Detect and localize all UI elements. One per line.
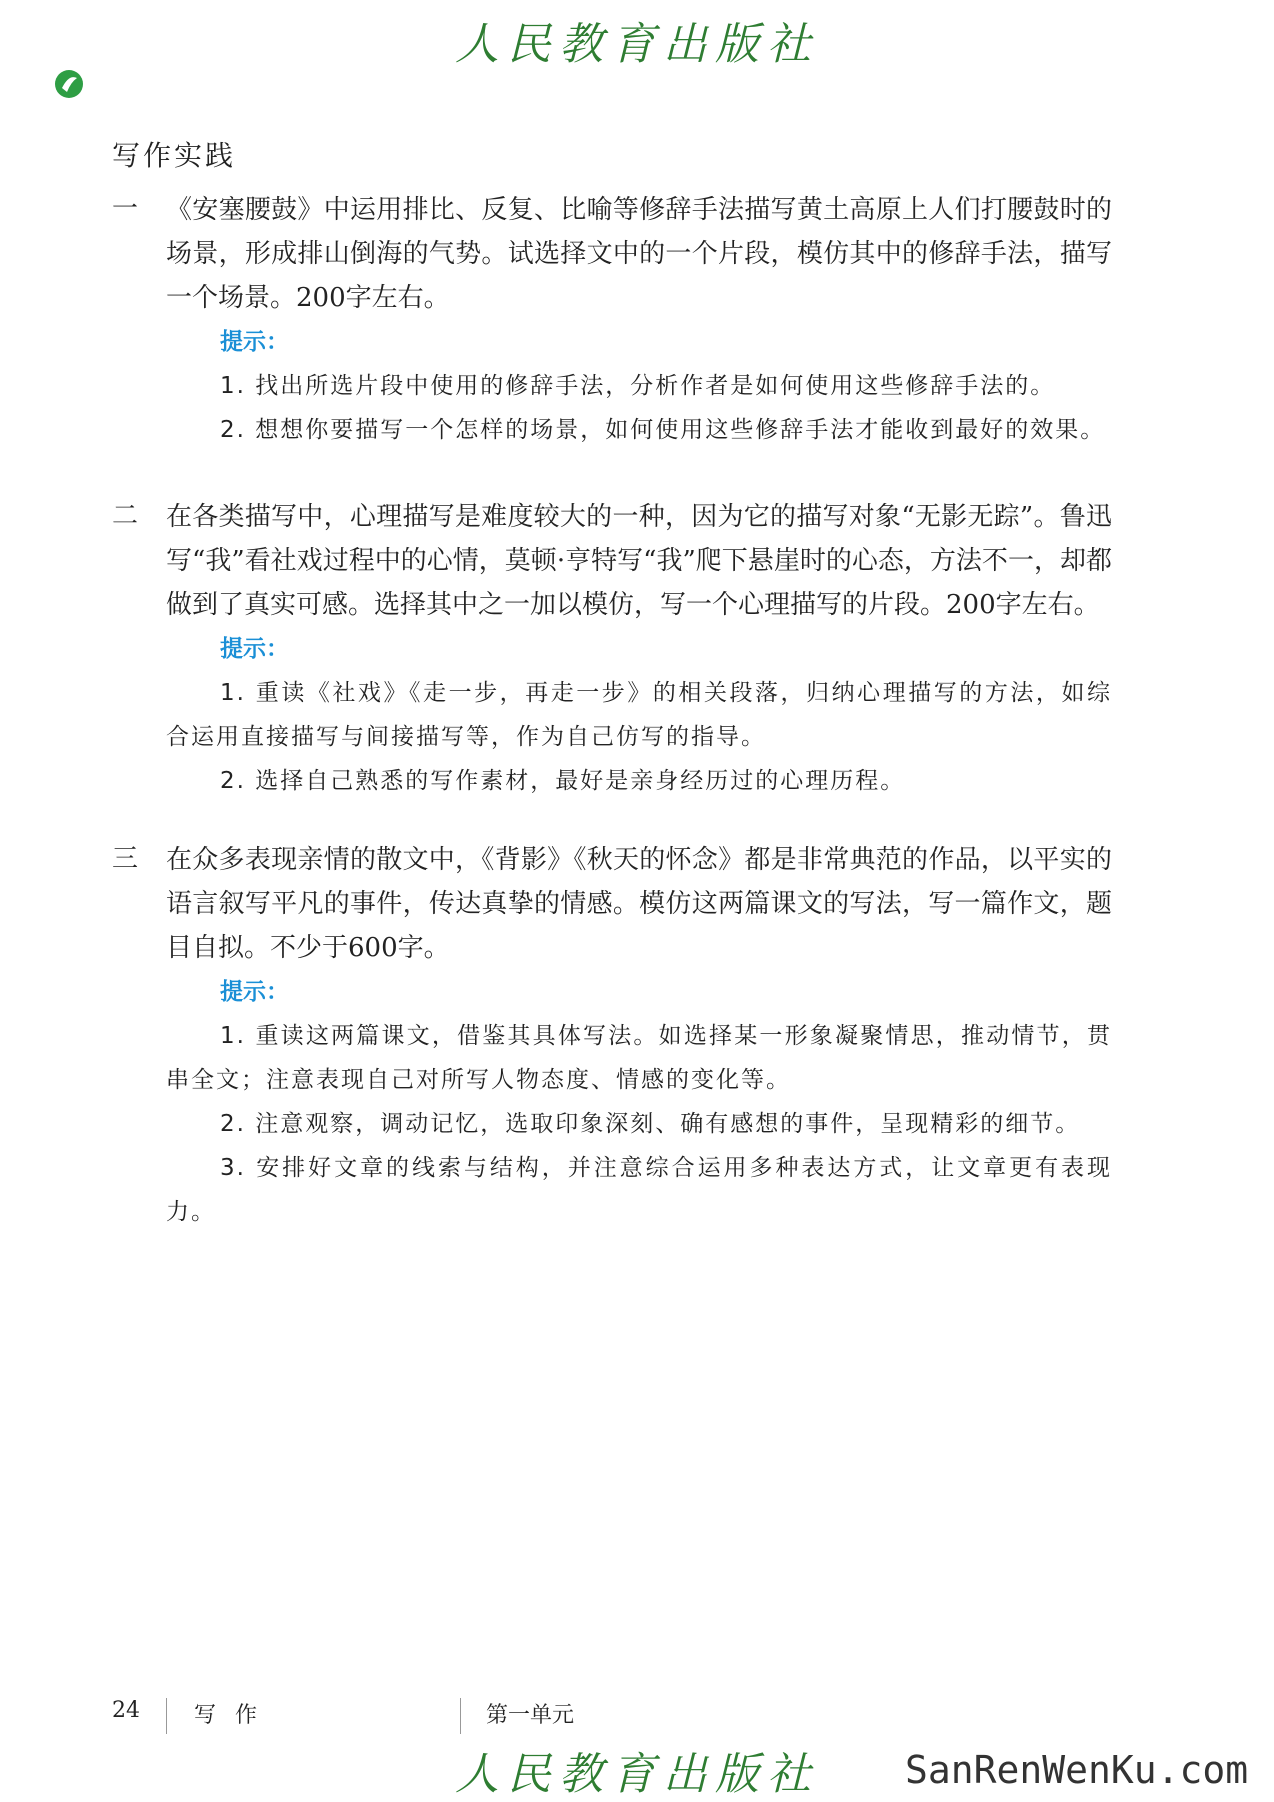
page-number: 24 — [112, 1698, 140, 1723]
hint-label: 提示： — [220, 329, 289, 355]
section-title: 写作实践 — [112, 139, 237, 172]
problem-2 — [112, 495, 1112, 803]
problem-text: 在众多表现亲情的散文中，《背影》《秋天的怀念》都是非常典范的作品，以平实的语言叙写平凡的事件，传达真挚的情感。模仿这两篇课文的写法，写一篇作文，题目自拟。不少于600字。 — [166, 845, 1112, 963]
publisher-logo-icon — [53, 68, 85, 100]
problem-3 — [112, 838, 1112, 1234]
footer-unit: 第一单元 — [486, 1703, 575, 1728]
hint-item: 1. 重读《社戏》《走一步，再走一步》的相关段落，归纳心理描写的方法，如综合运用直接描写与间接描写等，作为自己仿写的指导。 — [166, 680, 1112, 750]
watermark: SanRenWenKu.com — [905, 1748, 1249, 1792]
hint-item: 2. 选择自己熟悉的写作素材，最好是亲身经历过的心理历程。 — [220, 768, 906, 794]
hint-label: 提示： — [220, 979, 289, 1005]
problem-text: 在各类描写中，心理描写是难度较大的一种，因为它的描写对象“无影无踪”。鲁迅写“我”看社戏过程中的心情，莫顿·亨特写“我”爬下悬崖时的心态，方法不一，却都做到了真实可感。选择其中之一加以模仿，写一个心理描写的片段。200字左右。 — [166, 502, 1112, 620]
footer-divider — [166, 1698, 167, 1734]
problem-number: 一 — [112, 194, 139, 224]
hint-item: 3. 安排好文章的线索与结构，并注意综合运用多种表达方式，让文章更有表现力。 — [166, 1155, 1112, 1225]
hint-item: 2. 注意观察，调动记忆，选取印象深刻、确有感想的事件，呈现精彩的细节。 — [220, 1111, 1081, 1137]
publisher-footer: 人民教育出版社 — [455, 1749, 819, 1800]
footer-section: 写 作 — [194, 1703, 263, 1728]
footer-divider — [460, 1698, 461, 1734]
problem-1 — [112, 188, 1112, 452]
hint-label: 提示： — [220, 636, 289, 662]
problem-number: 三 — [112, 844, 139, 874]
hint-item: 2. 想想你要描写一个怎样的场景，如何使用这些修辞手法才能收到最好的效果。 — [220, 417, 1106, 443]
hint-item: 1. 找出所选片段中使用的修辞手法，分析作者是如何使用这些修辞手法的。 — [220, 373, 1056, 399]
hint-item: 1. 重读这两篇课文，借鉴其具体写法。如选择某一形象凝聚情思，推动情节，贯串全文；注意表现自己对所写人物态度、情感的变化等。 — [166, 1023, 1112, 1093]
problem-number: 二 — [112, 501, 139, 531]
publisher-header: 人民教育出版社 — [455, 19, 819, 70]
problem-text: 《安塞腰鼓》中运用排比、反复、比喻等修辞手法描写黄土高原上人们打腰鼓时的场景，形成排山倒海的气势。试选择文中的一个片段，模仿其中的修辞手法，描写一个场景。200字左右。 — [166, 195, 1112, 313]
